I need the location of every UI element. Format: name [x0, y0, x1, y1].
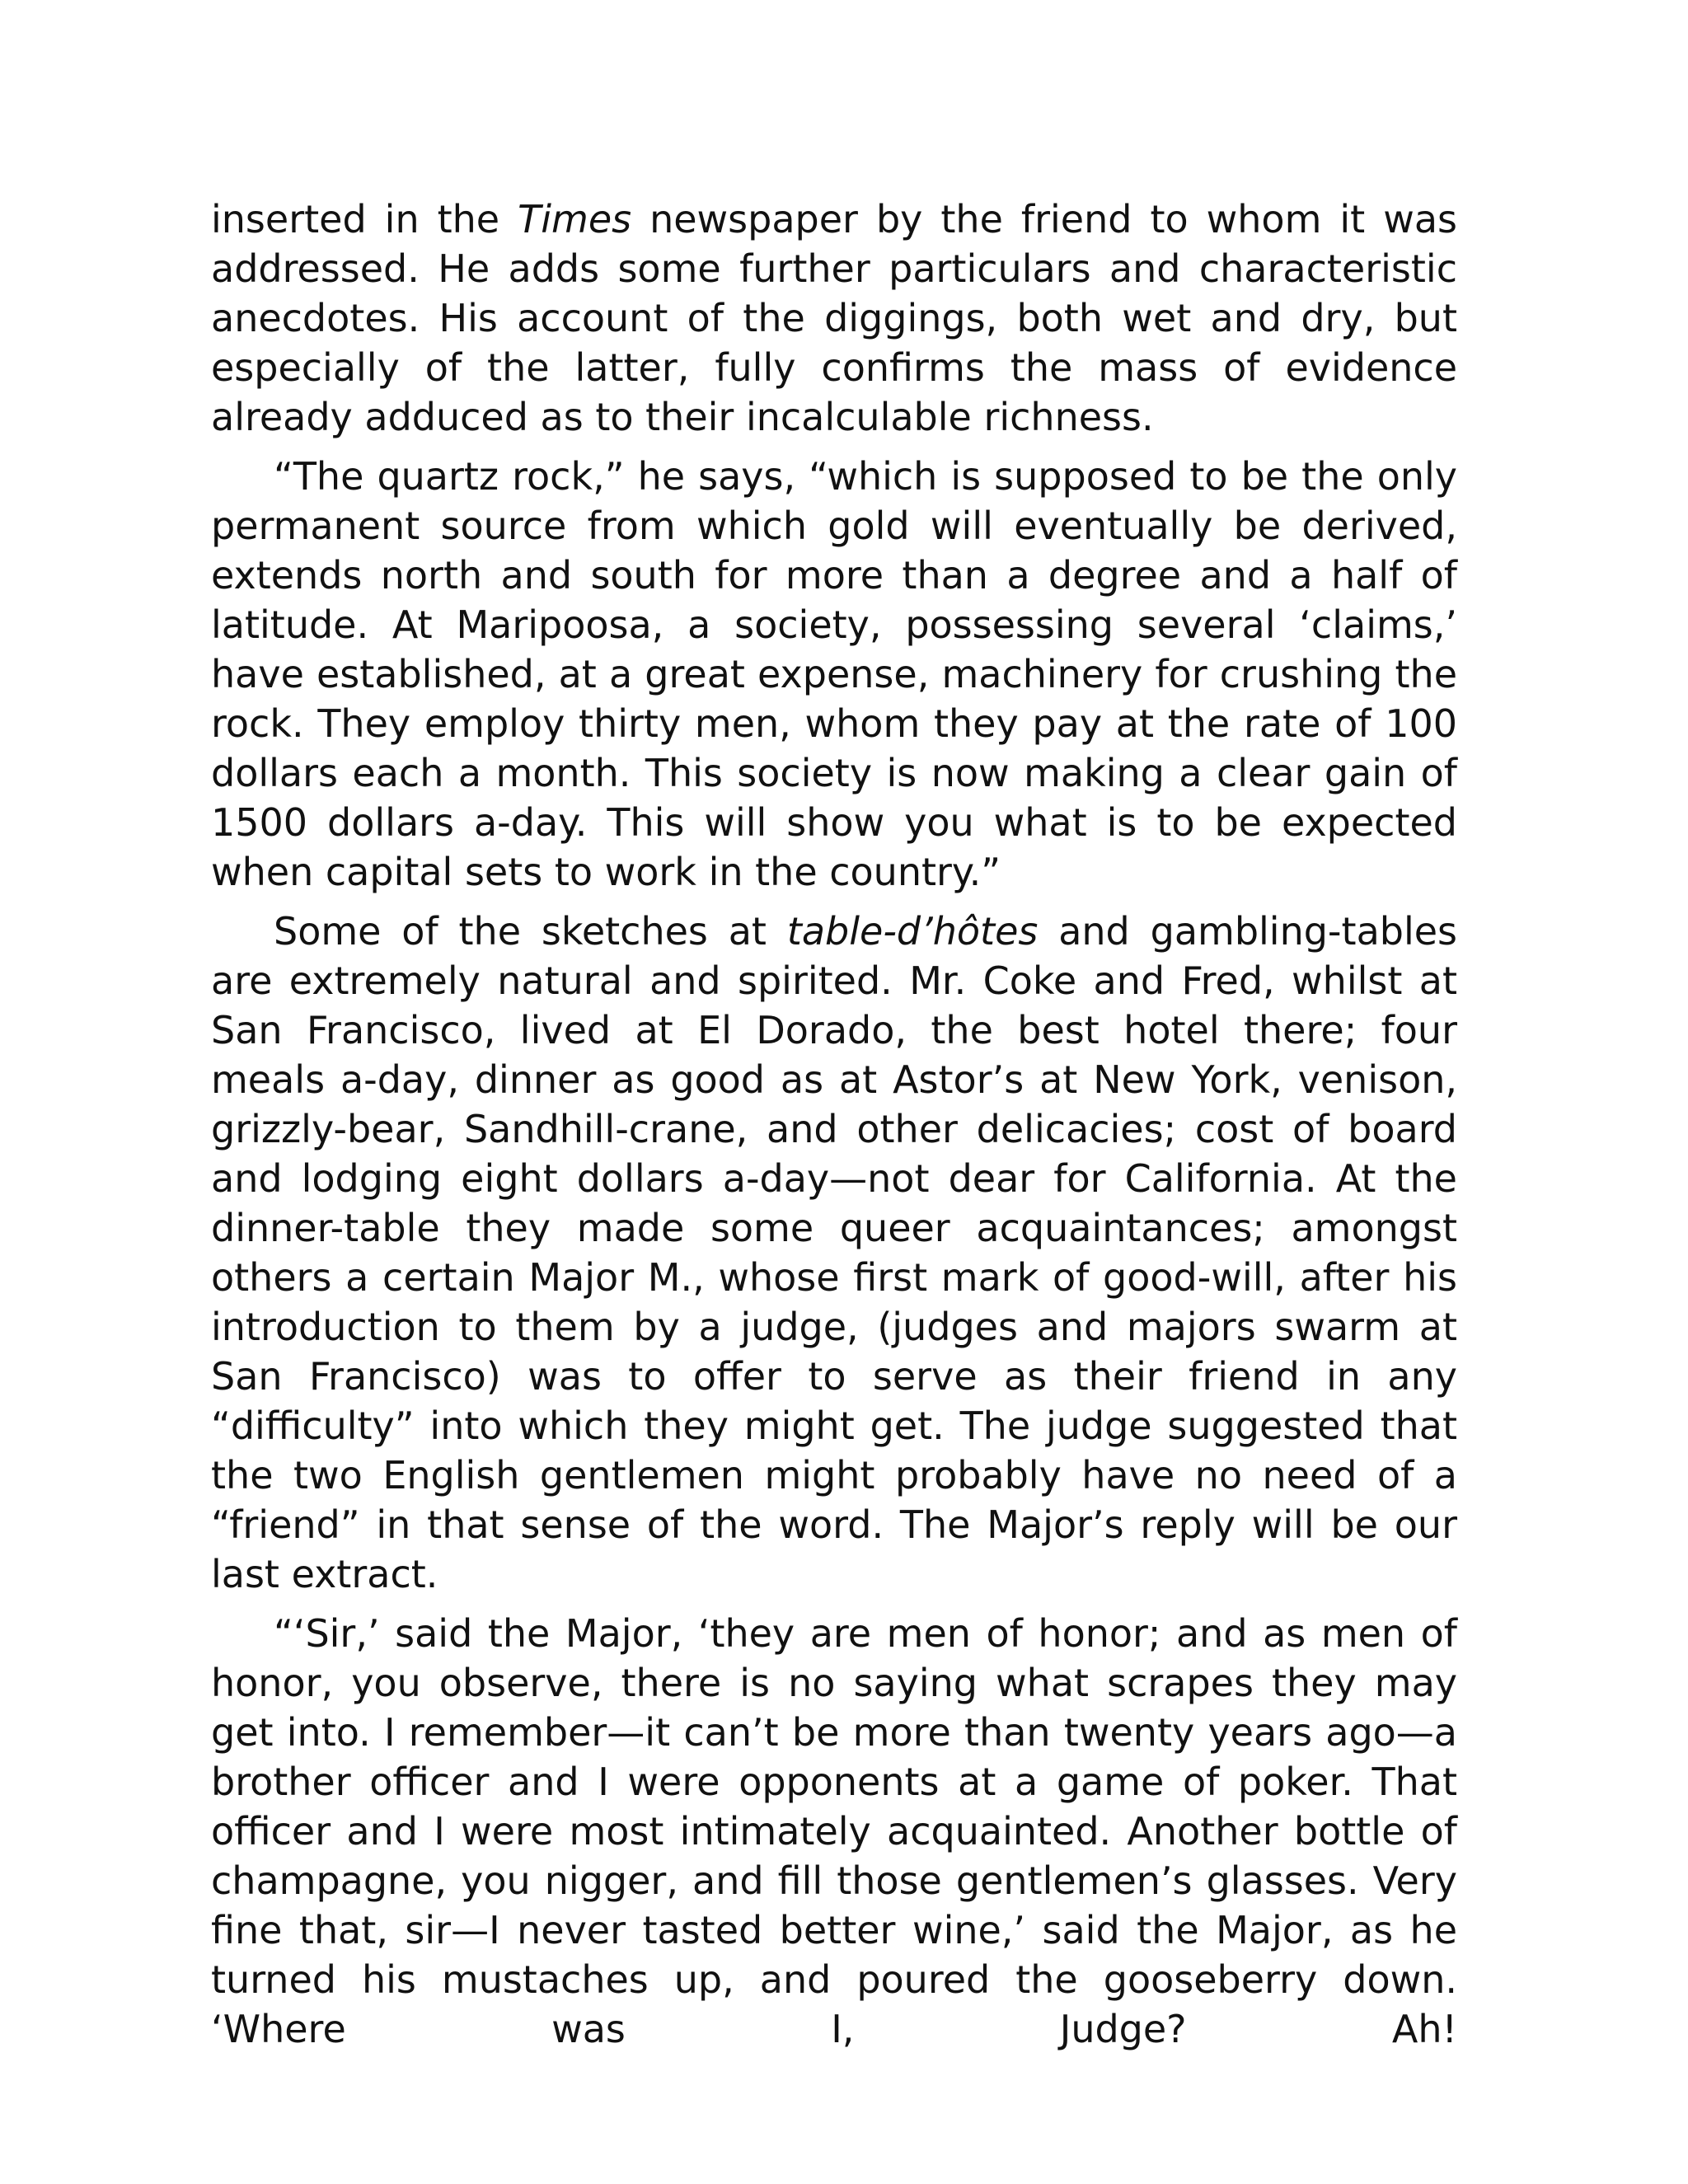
paragraph-times-newspaper: inserted in the Times newspaper by the friend to whom it was addressed. He adds some further particulars and characteristic anecdotes. His account of the diggings, both wet and dry, but especially of the latter, fully confirms the mass of evidence already adduced as to their incalculable richness.	[211, 197, 1457, 439]
document-page	[211, 194, 1457, 2064]
italic-table-dhotes: table-d’hôtes	[786, 909, 1039, 954]
paragraph-table-dhotes: Some of the sketches at table-d’hôtes and gambling-tables are extremely natural and spirited. Mr. Coke and Fred, whilst at San Francisco, lived at El Dorado, the best hotel there; four meals a-day, dinner as good as at Astor’s at New York, venison, grizzly-bear, Sandhill-crane, and other delicacies; cost of board and lodging eight dollars a-day—not dear for California. At the dinner-table they made some queer acquaintances; amongst others a certain Major M., whose first mark of good-will, after his introduction to them by a judge, (judges and majors swarm at San Francisco) was to offer to serve as their friend in any “difficulty” into which they might get. The judge suggested that the two English gentlemen might probably have no need of a “friend” in that sense of the word. The Major’s reply will be our last extract.	[211, 909, 1457, 1596]
paragraph-quartz-rock-quote: “The quartz rock,” he says, “which is supposed to be the only permanent source from which gold will eventually be derived, extends north and south for more than a degree and a half of latitude. At Maripoosa, a society, possessing several ‘claims,’ have established, at a great expense, machinery for crushing the rock. They employ thirty men, whom they pay at the rate of 100 dollars each a month. This society is now making a clear gain of 1500 dollars a-day. This will show you what is to be expected when capital sets to work in the country.”	[211, 454, 1457, 894]
paragraph-major-reply: “‘Sir,’ said the Major, ‘they are men of honor; and as men of honor, you observe, there is no saying what scrapes they may get into. I remember—it can’t be more than twenty years ago—a brother officer and I were opponents at a game of poker. That officer and I were most intimately acquainted. Another bottle of champagne, you nigger, and fill those gentlemen’s glasses. Very fine that, sir—I never tasted better wine,’ said the Major, as he turned his mustaches up, and poured the gooseberry down. ‘Where was I, Judge? Ah!	[211, 1611, 1457, 2051]
italic-times: Times	[518, 197, 632, 241]
